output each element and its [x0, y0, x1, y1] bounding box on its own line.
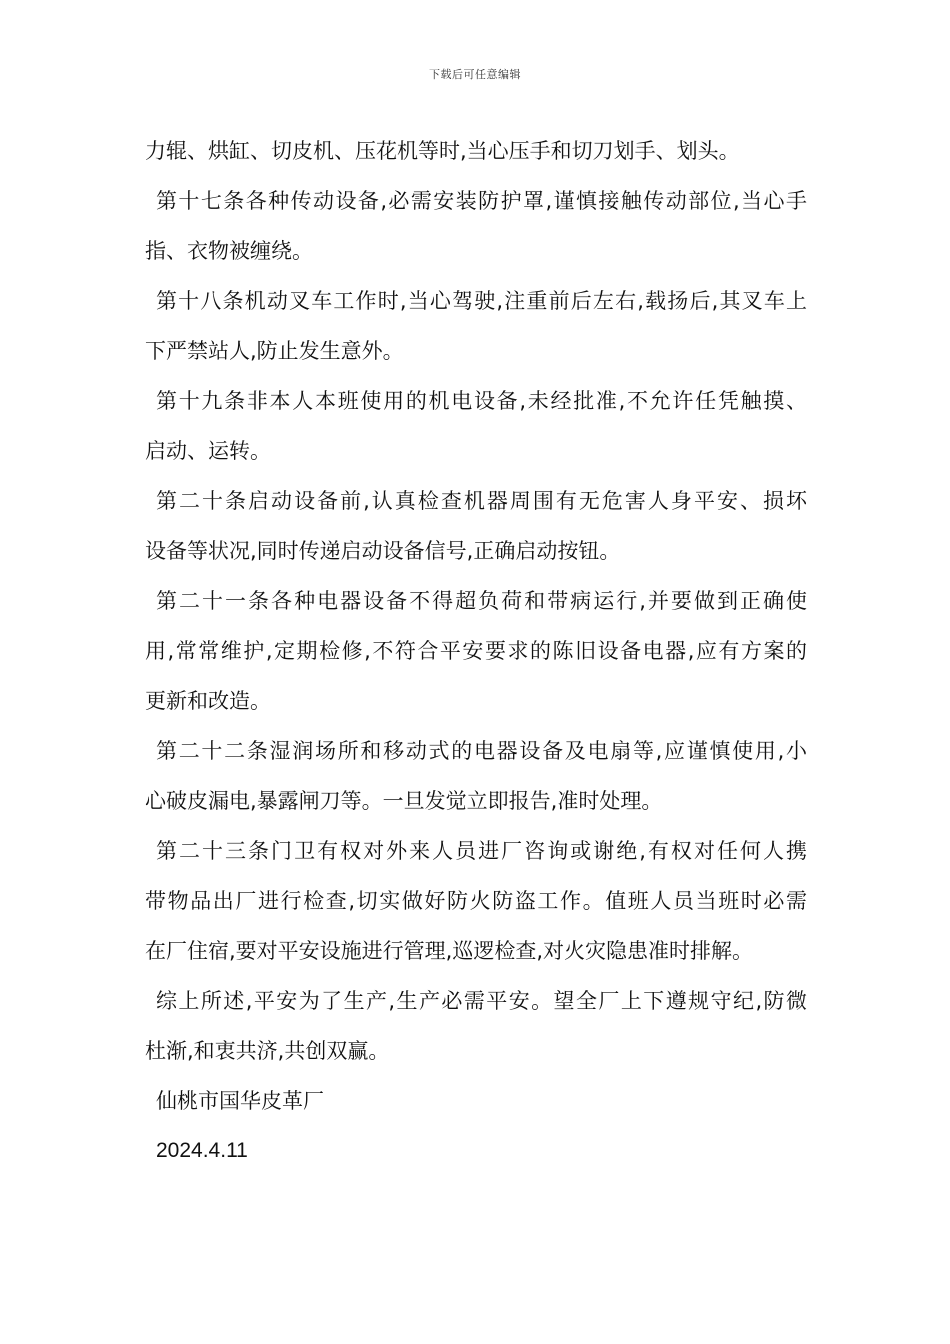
text-line: 下严禁站人,防止发生意外。 [145, 339, 404, 363]
text-line: 更新和改造。 [145, 689, 271, 713]
text-line: 启动、运转。 [145, 439, 271, 463]
text-line: 第二十二条湿润场所和移动式的电器设备及电扇等,应谨慎使用,小 [156, 739, 807, 763]
text-line: 用,常常维护,定期检修,不符合平安要求的陈旧设备电器,应有方案的 [145, 639, 807, 663]
text-line: 第十九条非本人本班使用的机电设备,未经批准,不允许任凭触摸、 [156, 389, 807, 413]
text-line: 杜渐,和衷共济,共创双赢。 [145, 1039, 390, 1063]
text-line: 第十八条机动叉车工作时,当心驾驶,注重前后左右,载扬后,其叉车上 [156, 289, 807, 313]
text-line: 综上所述,平安为了生产,生产必需平安。望全厂上下遵规守纪,防微 [156, 989, 807, 1013]
text-line: 第十七条各种传动设备,必需安装防护罩,谨慎接触传动部位,当心手 [156, 189, 807, 213]
text-line: 指、衣物被缠绕。 [145, 239, 313, 263]
text-line: 第二十三条门卫有权对外来人员进厂咨询或谢绝,有权对任何人携 [156, 839, 807, 863]
text-line: 第二十条启动设备前,认真检查机器周围有无危害人身平安、损坏 [156, 489, 807, 513]
text-line: 第二十一条各种电器设备不得超负荷和带病运行,并要做到正确使 [156, 589, 807, 613]
text-line: 心破皮漏电,暴露闸刀等。一旦发觉立即报告,准时处理。 [145, 789, 663, 813]
paragraph-lines [145, 126, 807, 1076]
document-body [145, 126, 807, 1176]
text-line: 带物品出厂进行检查,切实做好防火防盗工作。值班人员当班时必需 [145, 889, 807, 913]
text-line: 在厂住宿,要对平安设施进行管理,巡逻检查,对火灾隐患准时排解。 [145, 939, 754, 963]
text-line: 设备等状况,同时传递启动设备信号,正确启动按钮。 [145, 539, 621, 563]
text-line: 力辊、烘缸、切皮机、压花机等时,当心压手和切刀划手、划头。 [145, 139, 740, 163]
date-line: 2024.4.11 [156, 1139, 248, 1162]
signature-line: 仙桃市国华皮革厂 [156, 1089, 324, 1113]
page-header-note: 下载后可任意编辑 [429, 68, 521, 81]
